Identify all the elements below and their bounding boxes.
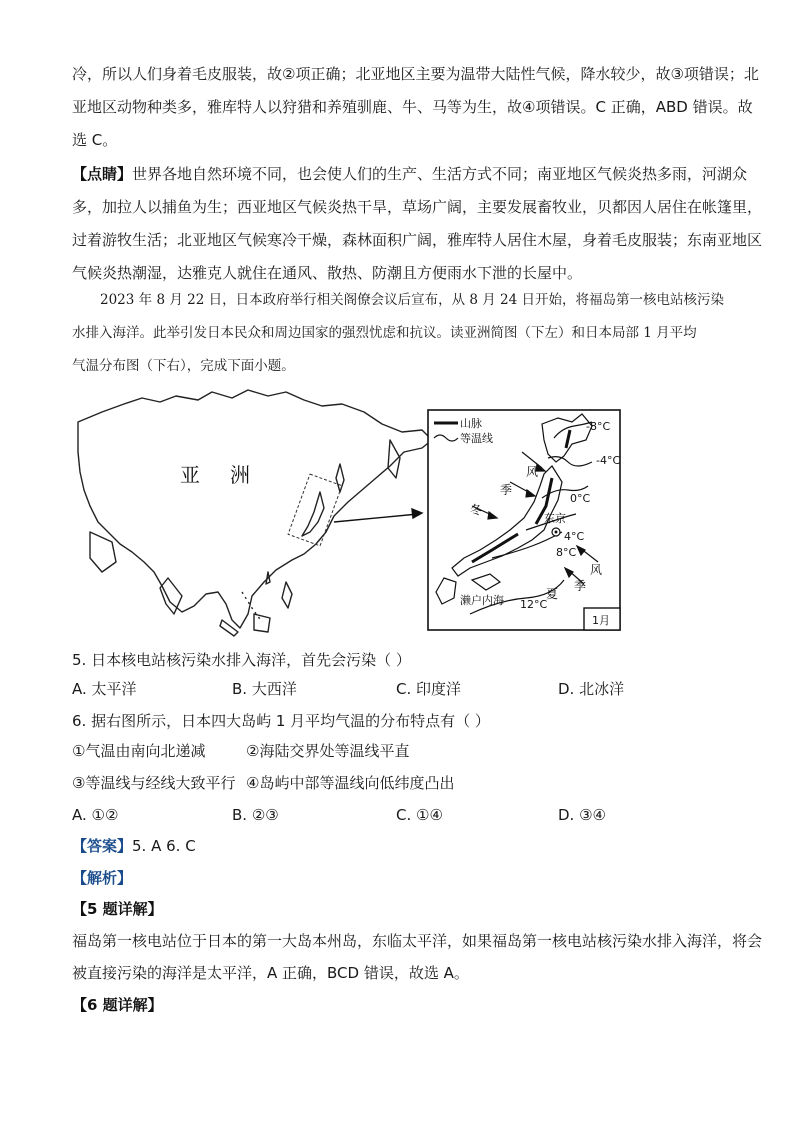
temp-label-minus4: -4°C [596,454,621,467]
paragraph-text: 世界各地自然环境不同，也会使人们的生产、生活方式不同；南亚地区气候炎热多雨，河湖众 [132,165,748,183]
paragraph-line: 气候炎热潮湿，达雅克人就住在通风、散热、防潮且方便雨水下泄的长屋中。 [72,264,583,282]
q6-statement-3: ③等温线与经线大致平行 [72,774,236,792]
q6-detail-tag: 【6 题详解】 [72,996,163,1014]
answer-tag: 【答案】 [72,837,133,855]
wind-label-ji-1: 季 [500,483,513,497]
q6-statement-1: ①气温由南向北递减 [72,742,206,760]
q6-option-c: C. ①④ [396,806,443,824]
temp-label-0: 0°C [570,492,591,505]
temp-label-8: 8°C [556,546,577,559]
analysis-tag: 【解析】 [72,869,133,887]
q5-option-d: D. 北冰洋 [558,680,625,698]
asia-map [78,390,432,636]
temp-label-12: 12°C [520,598,548,611]
wind-label-feng-1: 风 [526,465,539,479]
q6-option-d: D. ③④ [558,806,606,824]
q5-option-a: A. 太平洋 [72,680,137,698]
q6-stem: 6. 据右图所示，日本四大岛屿 1 月平均气温的分布特点有（ ） [72,712,490,730]
wind-label-feng-2: 风 [590,563,603,577]
month-badge: 1月 [592,614,610,627]
asia-outline [78,390,432,628]
answer-text: 5. A 6. C [132,837,196,855]
q6-statement-4: ④岛屿中部等温线向低纬度凸出 [246,774,455,792]
q6-statement-2: ②海陆交界处等温线平直 [246,742,410,760]
intro-line: 水排入海洋。此举引发日本民众和周边国家的强烈忧虑和抗议。读亚洲简图（下左）和日本局部 1 月平均 [72,325,697,341]
q5-detail-line: 福岛第一核电站位于日本的第一大岛本州岛，东临太平洋，如果福岛第一核电站核污染水排入海洋，将会 [72,932,763,950]
kamchatka-coast [388,440,400,478]
q6-option-a: A. ①② [72,806,119,824]
seto-inland-sea-label: 濑户内海 [460,594,504,607]
paragraph-line: 亚地区动物种类多，雅库特人以狩猎和养殖驯鹿、牛、马等为生，故④项错误。C 正确，ABD 错误。故 [72,98,753,116]
borneo-island [254,614,270,632]
dianjing-paragraph-line [72,158,748,190]
callout-arrow [334,509,422,522]
japan-map-frame [428,410,620,630]
q5-stem: 5. 日本核电站核污染水排入海洋，首先会污染（ ） [72,651,411,669]
paragraph-line: 多，加拉人以捕鱼为生；西亚地区气候炎热干旱，草场广阔，主要发展畜牧业，贝都因人居住在帐篷里， [72,198,763,216]
asia-label-ya: 亚 [180,463,200,487]
legend-isotherm-label: 等温线 [460,432,493,445]
wind-label-dong: 冬 [470,503,483,517]
wind-label-ji-2: 季 [574,579,587,593]
q5-option-c: C. 印度洋 [396,680,462,698]
answer-line [72,830,724,862]
temp-label-4: 4°C [564,530,585,543]
tokyo-marker-dot [555,531,558,534]
legend-mountain-label: 山脉 [460,417,482,430]
asia-label-zhou: 洲 [230,463,250,487]
philippines-islands [282,582,292,608]
q6-option-b: B. ②③ [232,806,279,824]
paragraph-line: 过着游牧生活；北亚地区气候寒冷干燥，森林面积广阔，雅库特人居住木屋，身着毛皮服装；东南亚地区 [72,231,763,249]
q5-option-b: B. 大西洋 [232,680,297,698]
intro-line: 2023 年 8 月 22 日，日本政府举行相关阁僚会议后宣布，从 8 月 24 日开始，将福岛第一核电站核污染 [100,292,725,308]
q5-detail-tag: 【5 题详解】 [72,900,163,918]
paragraph-line: 冷，所以人们身着毛皮服装，故②项正确；北亚地区主要为温带大陆性气候，降水较少，故③项错误；北 [72,65,759,83]
tokyo-label: 东京 [544,512,566,525]
q5-detail-line: 被直接污染的海洋是太平洋，A 正确，BCD 错误，故选 A。 [72,964,469,982]
sakhalin-island [336,464,344,492]
japan-islands [302,492,324,536]
maps-figure [72,382,722,640]
wind-label-xia: 夏 [546,587,559,601]
arabia-peninsula [90,532,116,572]
temp-label-minus8: -8°C [586,420,611,433]
paragraph-line: 选 C。 [72,131,118,149]
dianjing-tag: 【点睛】 [72,165,133,183]
intro-line: 气温分布图（下右），完成下面小题。 [72,358,295,374]
